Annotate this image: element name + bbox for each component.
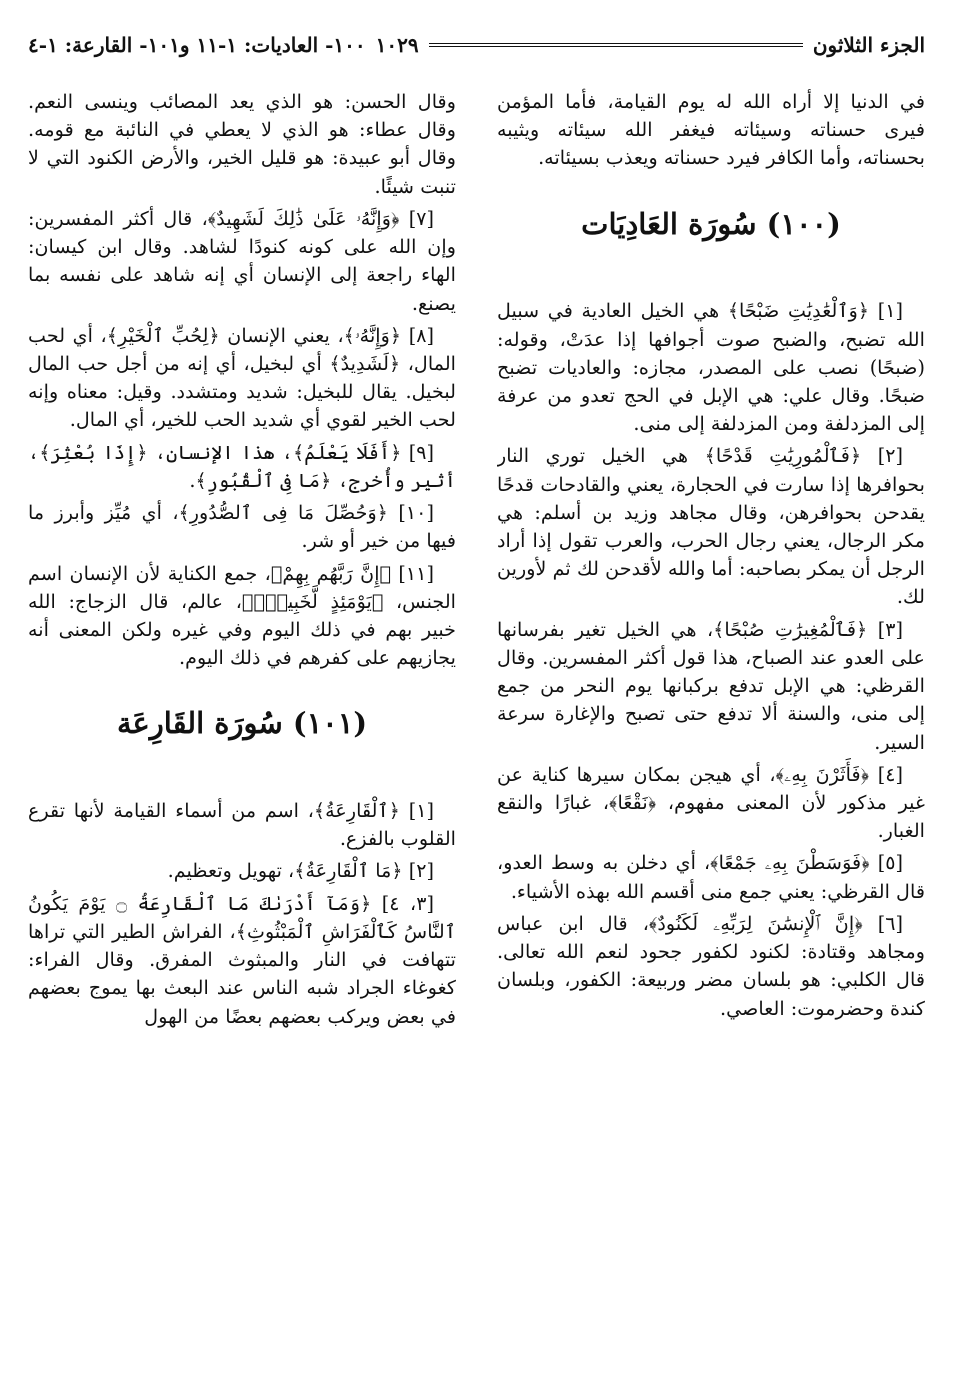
commentary-paragraph: [٦] ﴿إِنَّ ٱلْإِنسَٰنَ لِرَبِّهِۦ لَكَنُودٌ﴾، قال ابن عباس ومجاهد وقتادة: لكنود لكفور جحود لنعم الله تعالى. قال الكلبي: هو بلسان مضر وربيعة: الكفور، وبلسان كندة وحضرموت: العاصي. <box>497 911 925 1020</box>
commentary-paragraph: [٥] ﴿فَوَسَطْنَ بِهِۦ جَمْعًا﴾، أي دخلن به وسط العدو، قال القرظي: يعني جمع منى أقسم الله بهذه الأشياء. <box>497 851 925 903</box>
commentary-paragraph: [١١] ﴿إِنَّ رَبَّهُم بِهِمْ﴾، جمع الكناية لأن الإنسان اسم الجنس، ﴿يَوْمَئِذٍ لَّخَبِيرٌۢ﴾، عالم، قال الزجاج: الله خبير بهم في ذلك اليوم وفي غيره ولكن المعنى أنه يجازيهم على كفرهم في ذلك اليوم. <box>28 561 456 670</box>
left-column <box>28 88 456 1378</box>
commentary-paragraph: [٣] ﴿فَٱلْمُغِيرَٰتِ صُبْحًا﴾، هي الخيل تغير بفرسانها على العدو عند الصباح، هذا قول أكثر المفسرين. وقال القرظي: هي الإبل تدفع بركبانها يوم النحر من جمع إلى منى، والسنة ألا تدفع حتى تصبح والإغارة سرعة السير. <box>497 617 925 754</box>
commentary-paragraph: في الدنيا إلا أراه الله له يوم القيامة، فأما المؤمن فيرى حسناته وسيئاته فيغفر الله سيئاته ويثيبه بحسناته، وأما الكافر فيرد حسناته ويعذب بسيئاته. <box>497 90 925 170</box>
commentary-paragraph: [٧] ﴿وَإِنَّهُۥ عَلَىٰ ذَٰلِكَ لَشَهِيدٌ﴾، قال أكثر المفسرين: وإن الله على كونه كنودًا لشاهد. وقال ابن كيسان: الهاء راجعة إلى الإنسان أي إنه شاهد على نفسه بما يصنع. <box>28 206 456 315</box>
commentary-paragraph: [١٠] ﴿وَحُصِّلَ مَا فِى ٱلصُّدُورِ﴾، أي مُيِّز وأبرز ما فيها من خير أو شر. <box>28 501 456 553</box>
commentary-paragraph: [٢] ﴿فَٱلْمُورِيَٰتِ قَدْحًا﴾ هي الخيل توري النار بحوافرها إذا سارت في الحجارة، يعني والقادحات قدحًا يقدحن بحوافرهن، وقال مجاهد وزيد بن أسلم: هي مكر الرجال، يعني رجال الحرب، والعرب تقول إذا أراد الرجل أن يمكر بصاحبه: أما والله لأقدحن لك ثم لأورين لك. <box>497 444 925 609</box>
header-rule <box>429 43 803 47</box>
right-column <box>497 88 925 1378</box>
commentary-paragraph: [٣، ٤] ﴿وَمَآ أَدْرَىٰكَ مَا ٱلْقَارِعَةُ ۝ يَوْمَ يَكُونُ ٱلنَّاسُ كَٱلْفَرَاشِ ٱلْمَبْثُوثِ﴾، الفراش الطير التي تراها تتهافت في النار والمبثوث المفرق. وقال الفراء: كغوغاء الجراد شبه الناس عند البعث بها يموج بعضهم في بعض ويركب بعضهم بعضًا من الهول <box>28 891 456 1028</box>
commentary-paragraph: وقال الحسن: هو الذي يعد المصائب وينسى النعم. وقال عطاء: هو الذي لا يعطي في النائبة مع قومه. وقال أبو عبيدة: هو قليل الخير، والأرض الكنود التي لا تنبت شيئًا. <box>28 90 456 198</box>
commentary-paragraph: [١] ﴿وَٱلْعَٰدِيَٰتِ ضَبْحًا﴾ هي الخيل العادية في سبيل الله تضبح، والضبح صوت أجوافها إذا عدَتْ، وقوله: (ضبحًا) نصب على المصدر، مجازه: والعاديات تضبح ضبحًا. وقال علي: هي الإبل في الحج تعدو من عرفة إلى المزدلفة ومن المزدلفة إلى منى. <box>497 299 925 436</box>
commentary-paragraph: [٨] ﴿وَإِنَّهُۥ﴾، يعني الإنسان ﴿لِحُبِّ ٱلْخَيْرِ﴾، أي لحب المال، ﴿لَشَدِيدٌ﴾ أي لبخيل، أي إنه من أجل حب المال لبخيل. يقال للبخيل: شديد ومتشدد. وقيل: معناه وإنه لحب الخير لقوي أي شديد الحب للخير، أي المال. <box>28 323 456 432</box>
running-head-surahs: ١٠٠- العاديات: ١-١١ و١٠١- القارعة: ١-٤ <box>28 33 366 57</box>
commentary-paragraph: [١] ﴿ٱلْقَارِعَةُ﴾، اسم من أسماء القيامة لأنها تقرع القلوب بالفزع. <box>28 799 456 851</box>
page-number: ١٠٢٩ <box>375 33 419 57</box>
running-head-part: الجزء الثلاثون <box>812 33 925 57</box>
surah-heading: (١٠١) سُورَة القَارِعَة <box>116 706 368 741</box>
commentary-paragraph: [٢] ﴿مَا ٱلْقَارِعَةُ﴾، تهويل وتعظيم. <box>167 859 434 883</box>
page-header <box>28 22 925 68</box>
commentary-paragraph: [٤] ﴿فَأَثَرْنَ بِهِۦ﴾، أي هيجن بمكان سيرها كناية عن غير مذكور لأن المعنى مفهوم، ﴿نَقْعًا﴾، غبارًا والنقع الغبار. <box>497 762 925 843</box>
commentary-paragraph: [٩] ﴿أَفَلَا يَعْلَمُ﴾، هذا الإنسان، ﴿إِذَا بُعْثِرَ﴾، أثير وأُخرج، ﴿مَا فِى ٱلْقُبُورِ﴾. <box>28 440 456 492</box>
surah-heading: (١٠٠) سُورَة العَادِيَات <box>581 206 841 241</box>
